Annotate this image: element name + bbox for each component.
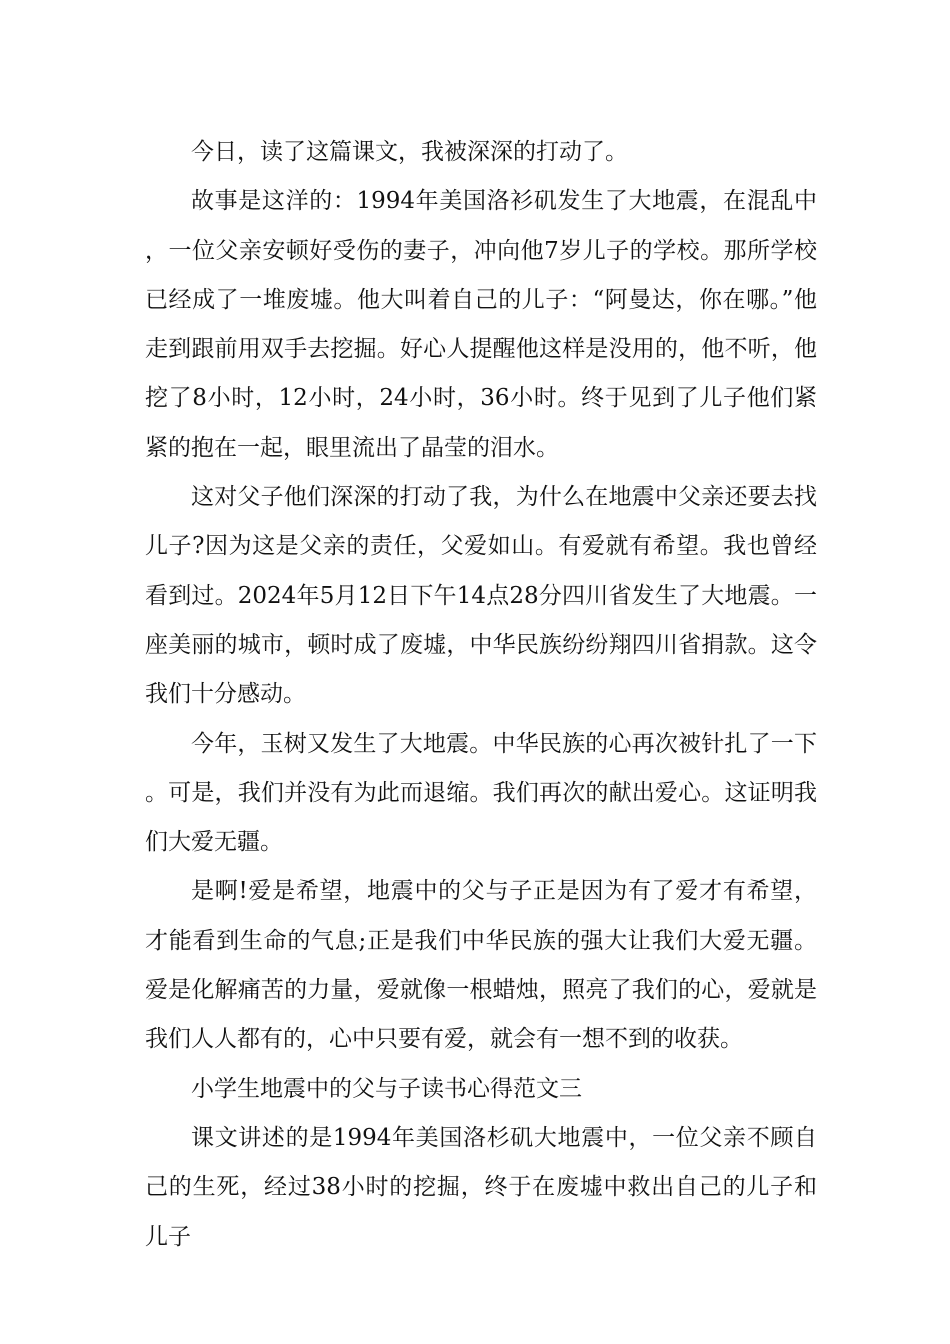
section-heading: 小学生地震中的父与子读书心得范文三 bbox=[191, 1075, 582, 1102]
paragraph-conclusion: 是啊!爱是希望，地震中的父与子正是因为有了爱才有希望，才能看到生命的气息;正是我们中华民族的强大让我们大爱无疆。爱是化解痛苦的力量，爱就像一根蜡烛，照亮了我们的心，爱就是我们人人都有的，心中只要有爱，就会有一想不到的收获。 bbox=[145, 878, 817, 1053]
paragraph-yushu: 今年，玉树又发生了大地震。中华民族的心再次被针扎了一下。可是，我们并没有为此而退缩。我们再次的献出爱心。这证明我们大爱无疆。 bbox=[145, 730, 817, 856]
paragraph-intro: 今日，读了这篇课文，我被深深的打动了。 bbox=[191, 139, 628, 165]
paragraph-story: 故事是这洋的：1994年美国洛衫矶发生了大地震，在混乱中，一位父亲安顿好受伤的妻子，冲向他7岁儿子的学校。那所学校已经成了一堆废墟。他大叫着自己的儿子：“阿曼达，你在哪。”他走到跟前用双手去挖掘。好心人提醒他这样是没用的，他不听，他挖了8小时，12小时，24小时，36小时。终于见到了儿子他们紧紧的抱在一起，眼里流出了晶莹的泪水。 bbox=[145, 188, 817, 461]
document-body bbox=[145, 128, 817, 1262]
paragraph-reflection: 这对父子他们深深的打动了我，为什么在地震中父亲还要去找儿子?因为这是父亲的责任，父爱如山。有爱就有希望。我也曾经看到过。2024年5月12日下午14点28分四川省发生了大地震。一座美丽的城市，顿时成了废墟，中华民族纷纷翔四川省捐款。这令我们十分感动。 bbox=[145, 484, 817, 708]
paragraph-essay-three: 课文讲述的是1994年美国洛杉矶大地震中，一位父亲不顾自己的生死，经过38小时的挖掘，终于在废墟中救出自己的儿子和儿子 bbox=[145, 1124, 817, 1250]
